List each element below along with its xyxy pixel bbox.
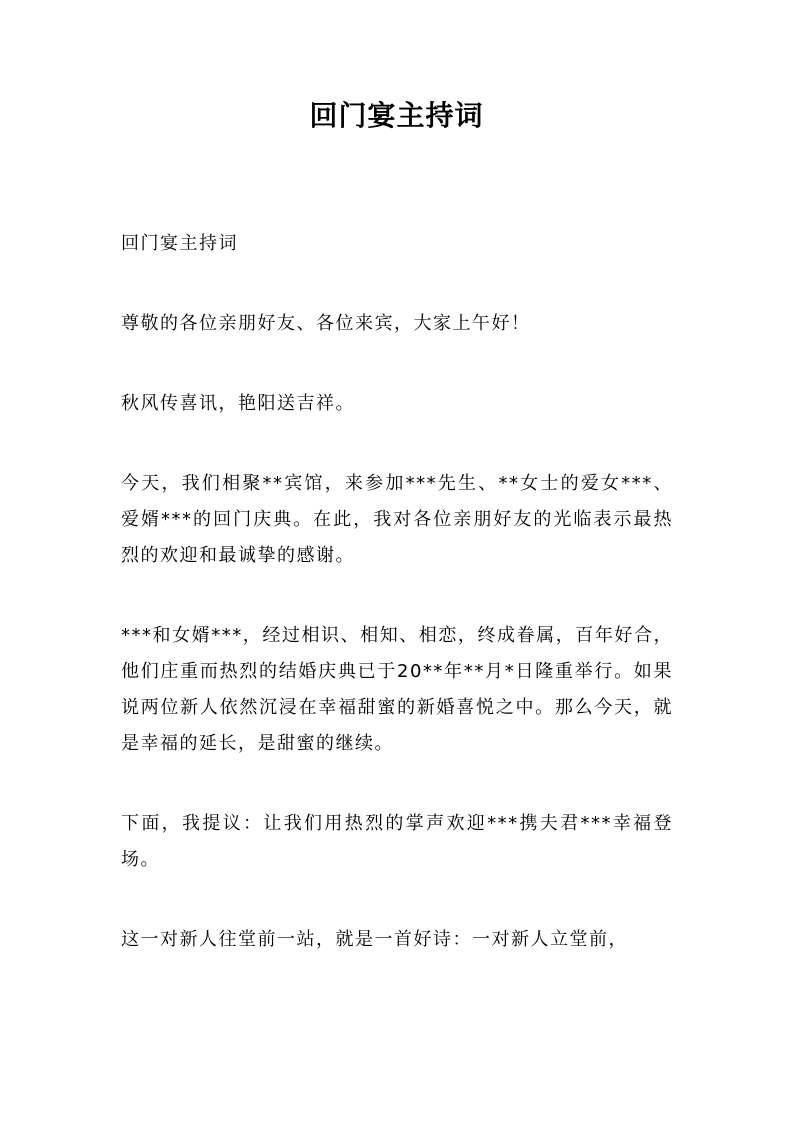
paragraph-poem: 这一对新人往堂前一站，就是一首好诗：一对新人立堂前， xyxy=(121,929,628,950)
paragraph-heading: 回门宴主持词 xyxy=(121,233,238,254)
paragraph-welcome: 今天，我们相聚**宾馆，来参加***先生、**女士的爱女***、爱婿***的回门庆典。在此，我对各位亲朋好友的光临表示最热烈的欢迎和最诚挚的感谢。 xyxy=(121,473,673,566)
document-title: 回门宴主持词 xyxy=(309,99,484,132)
paragraph-couple: ***和女婿***，经过相识、相知、相恋，终成眷属，百年好合，他们庄重而热烈的结婚庆典已于20**年**月*日隆重举行。如果说两位新人依然沉浸在幸福甜蜜的新婚喜悦之中。那么今天，就是幸福的延长，是甜蜜的继续。 xyxy=(121,625,673,754)
paragraph-greeting: 尊敬的各位亲朋好友、各位来宾，大家上午好！ xyxy=(121,313,531,334)
paragraph-autumn: 秋风传喜讯，艳阳送吉祥。 xyxy=(121,393,355,414)
paragraph-proposal: 下面，我提议：让我们用热烈的掌声欢迎***携夫君***幸福登场。 xyxy=(121,813,673,870)
document-body xyxy=(121,226,673,1002)
